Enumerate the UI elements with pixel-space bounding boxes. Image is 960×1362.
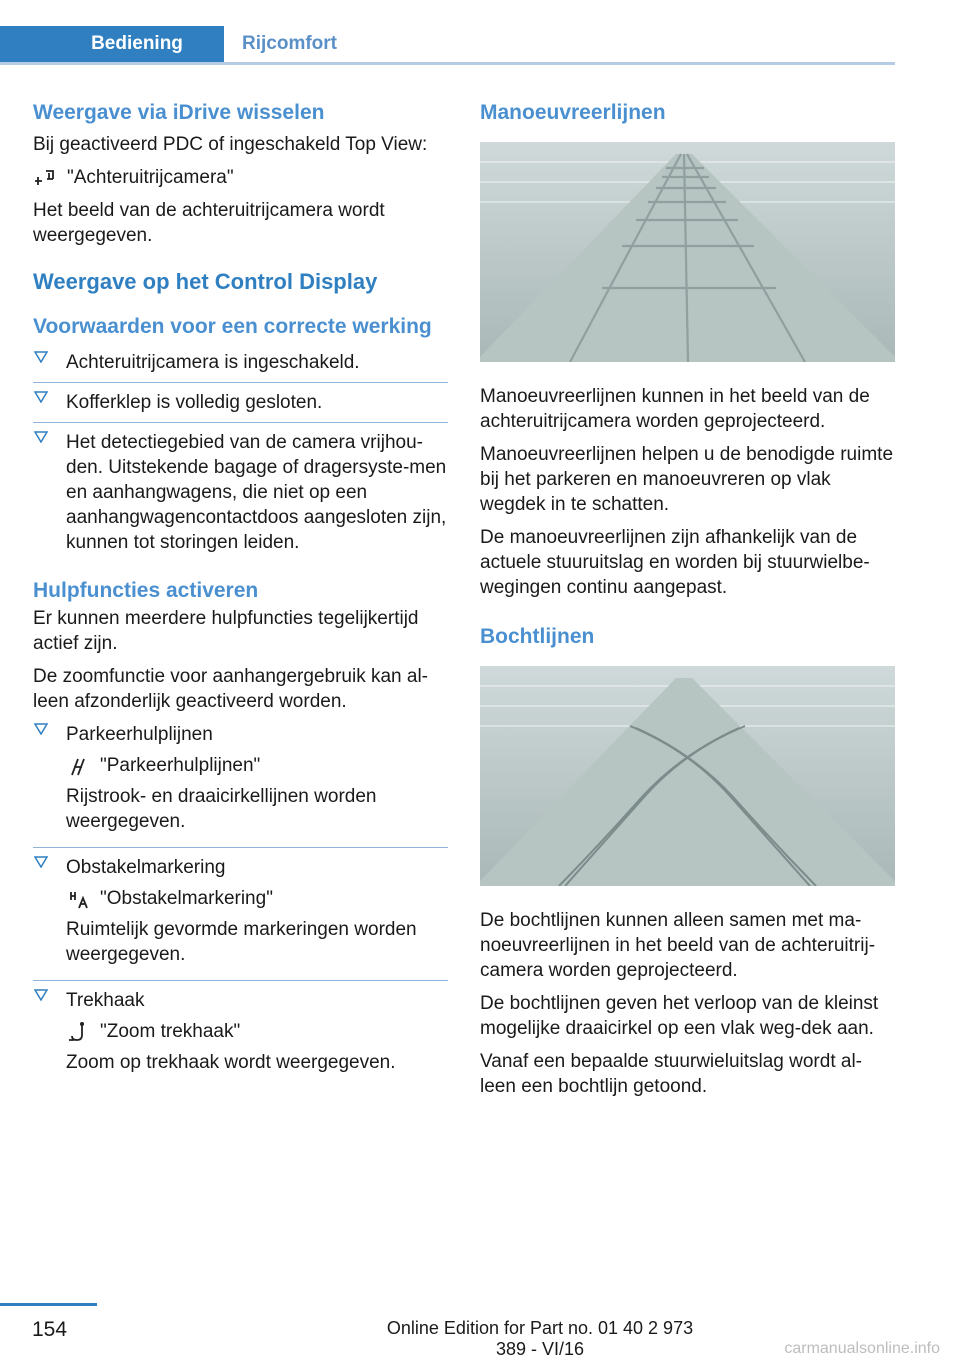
section-title-manoeuvreerlijnen: Manoeuvreerlijnen [480,101,666,124]
function-title: Trekhaak [66,990,145,1011]
paragraph: Er kunnen meerdere hulpfuncties tegelijkertijd actief zijn. [33,608,419,654]
function-title: Obstakelmarkering [66,857,226,878]
list-item-text: Achteruitrijcamera is ingeschakeld. [66,352,360,373]
function-title: Parkeerhulplijnen [66,724,213,745]
section-title-idrive: Weergave via iDrive wisselen [33,101,325,124]
menu-line [33,165,448,190]
tab-rijcomfort[interactable]: Rijcomfort [242,33,337,54]
paragraph: De bochtlijnen geven het verloop van de kleinst mogelijke draaicirkel op een vlak weg‐dek aan. [480,993,879,1039]
function-description: Ruimtelijk gevormde markeringen worden weergegeven. [66,919,417,965]
menu-line [66,886,448,911]
menu-line [66,1019,448,1044]
obstacle-marking-icon [66,888,90,910]
triangle-bullet-icon [34,431,48,443]
list-item-text: Het detectiegebied van de camera vrijhou‐den. Uitstekende bagage of dragersyste‐men en aanhangwagens, die niet op een aanhangwagencontactdoos aangesloten zijn, kunnen tot storingen leiden. [66,432,447,553]
triangle-bullet-icon [34,723,48,735]
paragraph: Manoeuvreerlijnen kunnen in het beeld van de achteruitrijcamera worden geprojecteerd. [480,386,870,432]
paragraph: Manoeuvreerlijnen helpen u de benodigde ruimte bij het parkeren en manoeuvreren op vlak wegdek in te schatten. [480,444,894,515]
parking-lines-icon [66,755,90,777]
paragraph: De zoomfunctie voor aanhangergebruik kan al‐leen afzonderlijk geactiveerd worden. [33,666,429,712]
menu-line [66,753,448,778]
function-description: Zoom op trekhaak wordt weergegeven. [66,1052,396,1073]
section-title-voorwaarden: Voorwaarden voor een correcte werking [33,315,432,338]
header-bar [0,26,895,65]
tab-bediening[interactable]: Bediening [0,26,224,62]
menu-item-achteruitrijcamera[interactable]: "Achteruitrijcamera" [67,167,234,188]
watermark: carmanualsonline.info [784,1340,940,1357]
page-number: 154 [32,1318,68,1341]
paragraph: De manoeuvreerlijnen zijn afhankelijk van de actuele stuuruitslag en worden bij stuurwielbe‐wegingen continu aangepast. [480,527,870,598]
function-description: Rijstrook- en draaicirkellijnen worden weergegeven. [66,786,377,832]
camera-icon [33,167,57,189]
menu-item-parkeerhulplijnen[interactable]: "Parkeerhulplijnen" [100,755,261,776]
paragraph: De bochtlijnen kunnen alleen samen met ma‐noeuvreerlijnen in het beeld van de achteruitrij‐camera worden geprojecteerd. [480,910,876,981]
list-item [33,722,448,848]
section-title-hulpfuncties: Hulpfuncties activeren [33,579,259,602]
menu-item-zoom-trekhaak[interactable]: "Zoom trekhaak" [100,1021,241,1042]
conditions-list [33,350,448,562]
paragraph: Het beeld van de achteruitrijcamera wordt weergegeven. [33,200,385,246]
left-column [33,100,448,1104]
paragraph: Vanaf een bepaalde stuurwieluitslag wordt al‐leen een bochtlijn getoond. [480,1051,862,1097]
section-title-bochtlijnen: Bochtlijnen [480,625,595,648]
triangle-bullet-icon [34,989,48,1001]
footer-divider [0,1303,97,1306]
maneuvering-lines-image [480,142,895,362]
triangle-bullet-icon [34,351,48,363]
list-item [33,383,448,423]
section-title-control-display: Weergave op het Control Display [33,269,378,294]
right-column [480,100,895,1107]
triangle-bullet-icon [34,856,48,868]
triangle-bullet-icon [34,391,48,403]
tow-hook-icon [66,1021,90,1043]
curve-lines-image [480,666,895,886]
edition-text: Online Edition for Part no. 01 40 2 973 389 - VI/16 [386,1318,694,1359]
list-item [33,350,448,383]
paragraph: Bij geactiveerd PDC of ingeschakeld Top View: [33,134,428,155]
list-item-text: Kofferklep is volledig gesloten. [66,392,323,413]
list-item [33,981,448,1088]
functions-list [33,722,448,1088]
list-item [33,423,448,562]
menu-item-obstakelmarkering[interactable]: "Obstakelmarkering" [100,888,273,909]
list-item [33,848,448,981]
